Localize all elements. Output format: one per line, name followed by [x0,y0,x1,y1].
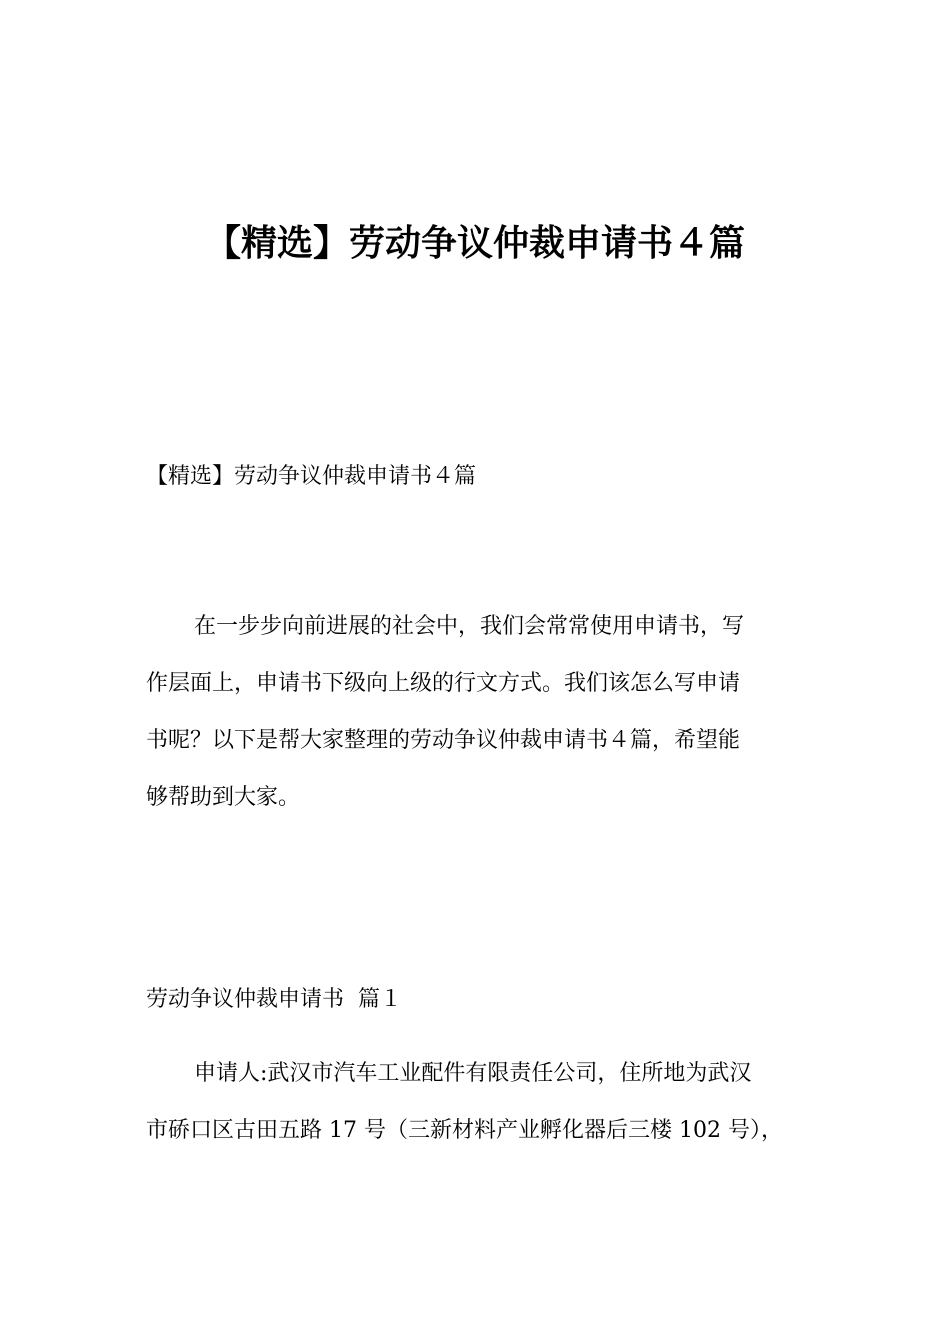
intro-line: 作层面上，申请书下级向上级的行文方式。我们该怎么写申请 [146,671,741,696]
applicant-line: 市硚口区古田五路 17 号（三新材料产业孵化器后三楼 102 号）， [146,1118,783,1143]
document-subtitle: 【精选】劳动争议仲裁申请书４篇 [146,464,477,489]
intro-line: 在一步步向前进展的社会中，我们会常常使用申请书，写 [194,614,745,639]
applicant-line: 申请人:武汉市汽车工业配件有限责任公司，住所地为武汉 [194,1061,752,1086]
intro-line: 够帮助到大家。 [146,785,301,810]
section-heading: 劳动争议仲裁申请书 篇１ [146,987,402,1012]
document-title: 【精选】劳动争议仲裁申请书４篇 [204,223,745,264]
applicant-paragraph [146,1054,816,1168]
intro-paragraph [146,607,816,835]
intro-line: 书呢？以下是帮大家整理的劳动争议仲裁申请书４篇，希望能 [146,728,741,753]
